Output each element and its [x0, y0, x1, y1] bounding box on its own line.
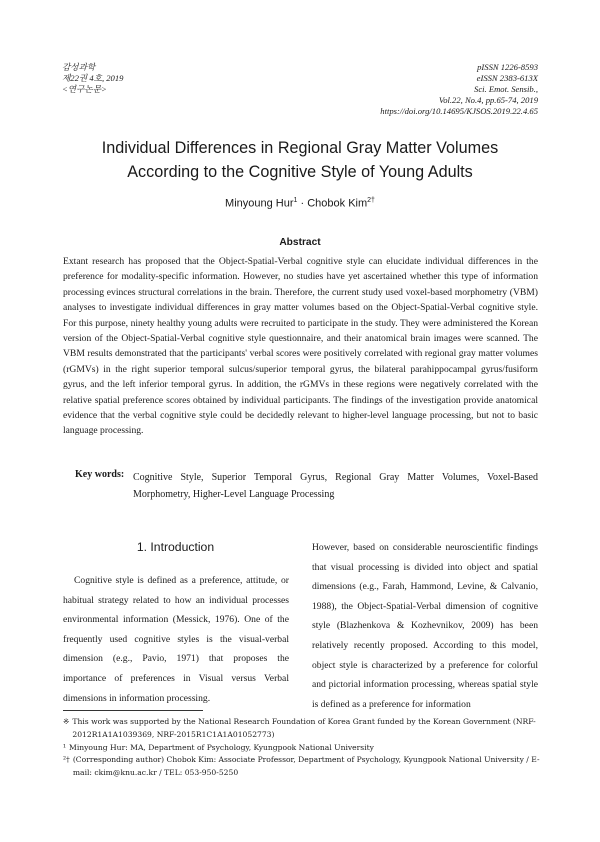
abstract-text: Extant research has proposed that the Object-Spatial-Verbal cognitive style can elucidate individual differences in the preference for modality-specific information. However, no studies have yet ascertained whether this type of information processing evinces structural correlations in the brain. Therefore, the current study used voxel-based morphometry (VBM) analyses to investigate individual differences in gray matter volumes based on the Object-Spatial-Verbal cognitive style. For this purpose, ninety healthy young adults were recruited to participate in the study. They were administered the Korean version of the Object-Spatial-Verbal cognitive style questionnaire, and their anatomical brain images were scanned. The VBM results demonstrated that the participants' verbal scores were positively correlated with regional gray matter volumes (rGMVs) in the right superior temporal sulcus/superior temporal gyrus, the bilateral parahippocampal gyrus/fusiform gyrus, and the left inferior temporal gyrus. In addition, the rGMVs in these regions were negatively correlated with the relative spatial preference scores obtained by individual participants. The findings of the investigation provide anatomical evidence that the verbal cognitive style could be decidedly relevant to higher-level language processing, but not to basic language processing. — [63, 256, 538, 437]
footnote-text: Minyoung Hur: MA, Department of Psychology, Kyungpook National University — [69, 742, 374, 752]
footnote-mark: ²† — [63, 755, 70, 765]
footnote-divider — [63, 710, 203, 711]
volume-pages: Vol.22, No.4, pp.65-74, 2019 — [438, 95, 538, 105]
journal-header-right — [380, 62, 538, 117]
footnote-mark: ¹ — [63, 742, 67, 752]
footnote-author-2 — [63, 754, 541, 780]
journal-header-left — [62, 62, 123, 95]
footnote-funding — [63, 716, 541, 742]
title-line-2: According to the Cognitive Style of Young Adults — [127, 163, 473, 181]
title-line-1: Individual Differences in Regional Gray Matter Volumes — [101, 139, 499, 157]
keywords-label: Key words: — [75, 469, 125, 480]
author-2-name: Chobok Kim — [307, 197, 368, 210]
footnote-text: (Corresponding author) Chobok Kim: Associate Professor, Department of Psychology, Kyungpook National University / E-mail: ckim@knu.ac.kr / TEL: 053-950-5250 — [72, 755, 540, 778]
author-line — [40, 197, 560, 210]
section-heading-introduction: 1. Introduction — [136, 540, 215, 554]
author-1-name: Minyoung Hur — [225, 197, 294, 210]
abstract-heading: Abstract — [279, 237, 321, 248]
keywords-text: Cognitive Style, Superior Temporal Gyrus, Regional Gray Matter Volumes, Voxel-Based Morphometry, Higher-Level Language Processing — [133, 472, 538, 500]
journal-abbreviation: Sci. Emot. Sensib., — [474, 84, 538, 94]
journal-volume-korean: 제22권 4호, 2019 — [62, 73, 124, 83]
doi-link[interactable]: https://doi.org/10.14695/KJSOS.2019.22.4.65 — [380, 106, 538, 116]
eissn: eISSN 2383-613X — [476, 73, 538, 83]
footnote-mark: ※ — [63, 717, 70, 726]
author-2-affiliation-mark: 2† — [367, 197, 375, 204]
paper-title — [40, 136, 560, 184]
footnote-text: This work was supported by the National Research Foundation of Korea Grant funded by the Korean Government (NRF-2012R1A1A1039369, NRF-2015R1C1A1A01052773) — [72, 717, 536, 739]
introduction-left-column: Cognitive style is defined as a preference, attitude, or habitual strategy related to how an individual processes environmental information (Messick, 1976). One of the frequently used cognitive styles is the visual-verbal dimension (e.g., Pavio, 1971) that proposes the importance of preferences in Visual versus Verbal dimensions in information processing. — [63, 575, 289, 704]
introduction-right-column: However, based on considerable neuroscientific findings that visual processing is divided into object and spatial dimensions (e.g., Farah, Hammond, Levine, & Calvanio, 1988), the Object-Spatial-Verbal dimension of cognitive style (Blazhenkova & Kozhevnikov, 2009) has been relatively recently proposed. According to this model, object style is characterized by a preference for colorful and pictorial information processing, whereas spatial style is defined as a preference for information — [312, 542, 538, 710]
author-separator: · — [297, 197, 308, 210]
footnote-author-1 — [63, 742, 541, 755]
article-type: <연구논문> — [62, 84, 107, 94]
journal-name-korean: 감성과학 — [62, 62, 96, 72]
footnotes — [63, 716, 541, 780]
pissn: pISSN 1226-8593 — [477, 62, 538, 72]
author-1-affiliation-mark: 1 — [293, 197, 298, 204]
